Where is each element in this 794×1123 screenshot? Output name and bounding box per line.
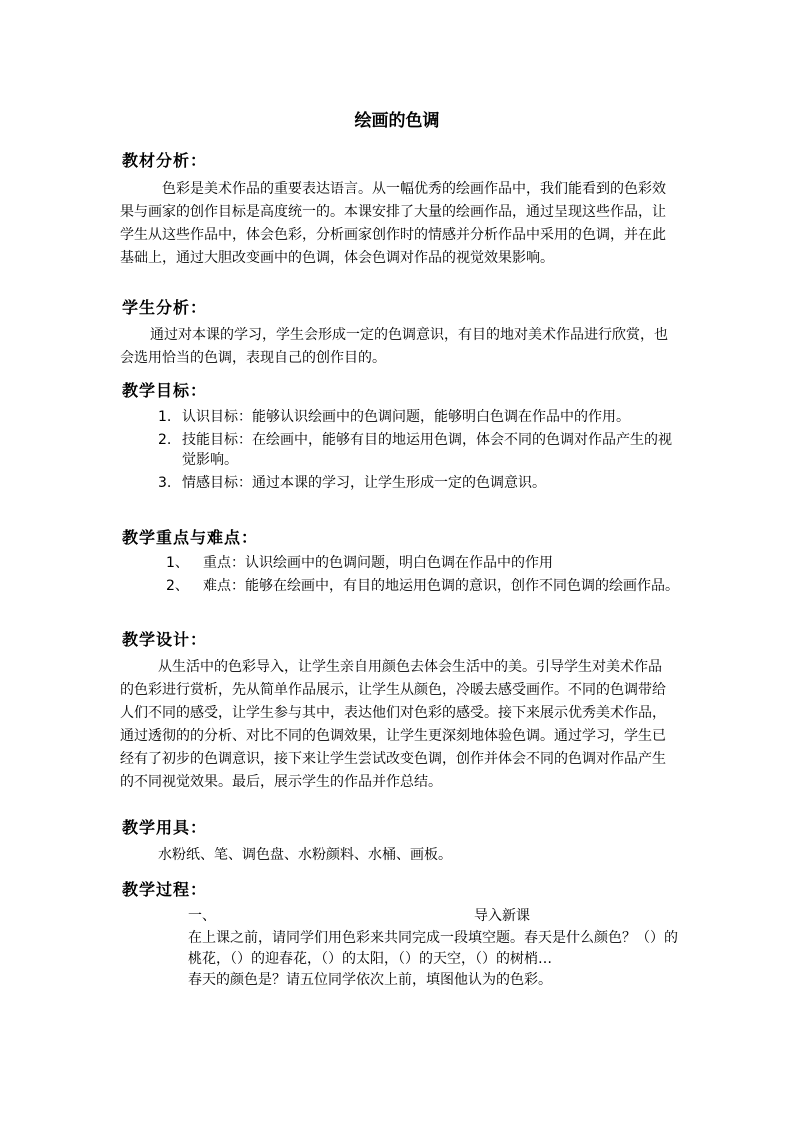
goals-list (158, 407, 678, 496)
key-point-item (166, 553, 686, 574)
heading-materials: 教材分析： (122, 151, 208, 170)
goal-text: 认识目标：能够认识绘画中的色调问题，能够明白色调在作品中的作用。 (182, 409, 630, 425)
process-step-row (188, 906, 678, 928)
key-points-list (166, 553, 686, 599)
paragraph-students (120, 324, 668, 370)
goal-text: 情感目标：通过本课的学习，让学生形成一定的色调意识。 (182, 475, 546, 491)
heading-key-points: 教学重点与难点： (122, 528, 259, 547)
materials-text: 色彩是美术作品的重要表达语言。从一幅优秀的绘画作品中，我们能看到的色彩效果与画家的创作目标是高度统一的。本课安排了大量的绘画作品，通过呈现这些作品，让学生从这些作品中，体会色彩，分析画家创作时的情感并分析作品中采用的色调，并在此基础上，通过大胆改变画中的色调，体会色调对作品的视觉效果影响。 (120, 181, 666, 266)
goal-item (158, 473, 678, 493)
process-paragraph: 在上课之前，请同学们用色彩来共同完成一段填空题。春天是什么颜色？（）的桃花，（）的迎春花，（）的太阳，（）的天空，（）的树梢… (188, 930, 678, 967)
goal-item (158, 430, 678, 470)
key-point-item (166, 576, 686, 597)
key-point-number: 1、 (166, 555, 189, 571)
goal-number: 2. (158, 432, 172, 448)
goal-number: 3. (158, 475, 172, 491)
document-title: 绘画的色调 (354, 111, 440, 131)
heading-process: 教学过程： (122, 880, 208, 899)
heading-students: 学生分析： (122, 298, 208, 317)
design-text: 从生活中的色彩导入，让学生亲自用颜色去体会生活中的美。引导学生对美术作品的色彩进行赏析，先从简单作品展示，让学生从颜色，冷暖去感受画作。不同的色调带给人们不同的感受，让学生参与其中，表达他们对色彩的感受。接下来展示优秀美术作品，通过透彻的的分析、对比不同的色调效果，让学生更深刻地体验色调。通过学习，学生已经有了初步的色调意识，接下来让学生尝试改变色调，创作并体会不同的色调对作品产生的不同视觉效果。最后，展示学生的作品并作总结。 (120, 659, 666, 790)
key-point-text: 难点：能够在绘画中，有目的地运用色调的意识，创作不同色调的绘画作品。 (203, 578, 679, 594)
heading-tools: 教学用具： (122, 818, 208, 837)
process-step-title: 导入新课 (474, 908, 530, 924)
tools-text: 水粉纸、笔、调色盘、水粉颜料、水桶、画板。 (158, 847, 452, 863)
heading-design: 教学设计： (122, 630, 208, 649)
paragraph-tools (120, 844, 668, 867)
goal-item (158, 407, 678, 427)
heading-goals: 教学目标： (122, 381, 208, 400)
key-point-text: 重点：认识绘画中的色调问题，明白色调在作品中的作用 (203, 555, 553, 571)
goal-text: 技能目标：在绘画中，能够有目的地运用色调，体会不同的色调对作品产生的视觉影响。 (182, 432, 672, 468)
paragraph-design (120, 656, 668, 794)
goal-number: 1. (158, 409, 172, 425)
students-text: 通过对本课的学习，学生会形成一定的色调意识，有目的地对美术作品进行欣赏，也会选用恰当的色调，表现自己的创作目的。 (120, 327, 668, 366)
key-point-number: 2、 (166, 578, 189, 594)
paragraph-materials (120, 178, 668, 270)
process-step-number: 一、 (188, 908, 216, 924)
process-paragraph: 春天的颜色是？请五位同学依次上前，填图他认为的色彩。 (188, 972, 552, 988)
process-content (188, 906, 678, 991)
